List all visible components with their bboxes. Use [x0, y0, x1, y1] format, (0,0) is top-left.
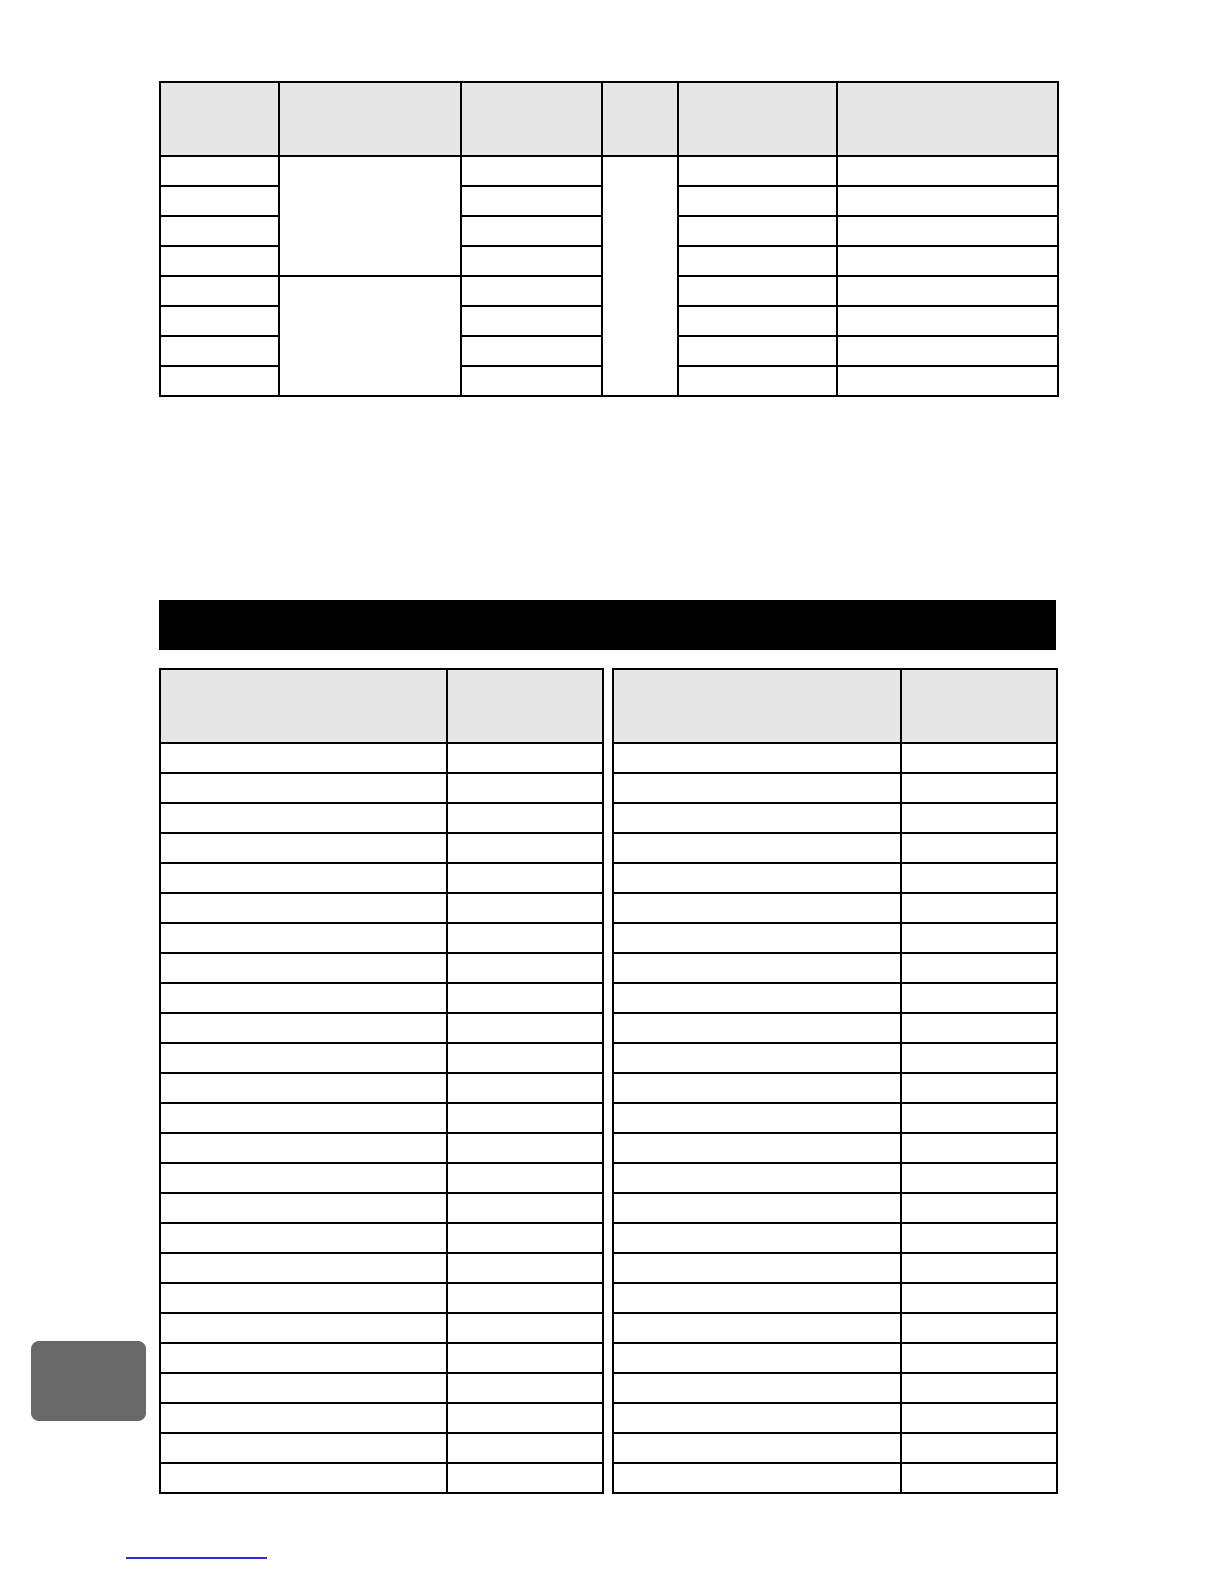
table-row: [160, 1433, 603, 1463]
table-cell: [901, 1253, 1057, 1283]
table-cell: [901, 1283, 1057, 1313]
table-cell: [901, 1373, 1057, 1403]
table-cell: [678, 216, 837, 246]
table-row: [160, 803, 603, 833]
table-header-row: [160, 82, 1058, 156]
table-cell: [461, 186, 602, 216]
table-cell: [837, 306, 1058, 336]
table-row: [160, 1223, 603, 1253]
table-row: [613, 743, 1057, 773]
table-row: [613, 1193, 1057, 1223]
table-cell: [461, 306, 602, 336]
table-row: [613, 1343, 1057, 1373]
table-cell: [160, 1103, 447, 1133]
table-row: [613, 1283, 1057, 1313]
table-cell: [160, 983, 447, 1013]
table-cell: [447, 1043, 603, 1073]
table-row: [160, 863, 603, 893]
table-cell: [613, 1373, 901, 1403]
table-cell: [613, 1043, 901, 1073]
table-cell: [613, 743, 901, 773]
table-cell: [613, 1343, 901, 1373]
table-row: [613, 893, 1057, 923]
table-cell: [160, 1013, 447, 1043]
table-cell: [613, 1253, 901, 1283]
table-row: [613, 1463, 1057, 1493]
table-row: [160, 1463, 603, 1493]
table-cell: [447, 953, 603, 983]
table-cell: [447, 1343, 603, 1373]
table-row: [613, 923, 1057, 953]
table-row: [160, 743, 603, 773]
table-cell: [901, 1013, 1057, 1043]
table-cell: [160, 336, 279, 366]
table-cell: [160, 773, 447, 803]
table-cell: [461, 156, 602, 186]
table-cell: [160, 1253, 447, 1283]
table-cell: [837, 276, 1058, 306]
table-row: [160, 1013, 603, 1043]
table-cell: [678, 246, 837, 276]
table-cell: [160, 186, 279, 216]
table-cell: [901, 923, 1057, 953]
table-header-row: [160, 669, 603, 743]
table-row: [613, 833, 1057, 863]
table-cell: [160, 216, 279, 246]
table-cell: [447, 1163, 603, 1193]
table-cell: [160, 1283, 447, 1313]
table-cell: [901, 1313, 1057, 1343]
table-cell: [901, 1433, 1057, 1463]
table-cell: [613, 863, 901, 893]
table-cell: [160, 863, 447, 893]
table-cell: [447, 1403, 603, 1433]
table-row: [160, 833, 603, 863]
table-cell: [160, 1193, 447, 1223]
table-cell: [837, 336, 1058, 366]
table-cell: [160, 1433, 447, 1463]
table-row: [613, 1043, 1057, 1073]
table-row: [613, 773, 1057, 803]
table-cell: [447, 923, 603, 953]
table-cell: [613, 1073, 901, 1103]
table-row: [160, 1043, 603, 1073]
table-row: [613, 953, 1057, 983]
merged-group-cell: [279, 156, 461, 276]
table-row: [160, 1313, 603, 1343]
header-cell: [613, 669, 901, 743]
table-cell: [613, 1193, 901, 1223]
table-cell: [613, 1313, 901, 1343]
table-cell: [447, 803, 603, 833]
table-row: [613, 1223, 1057, 1253]
table-cell: [613, 833, 901, 863]
table-cell: [160, 743, 447, 773]
table-row: [160, 1283, 603, 1313]
table-cell: [837, 186, 1058, 216]
table-row: [613, 1433, 1057, 1463]
table-cell: [447, 863, 603, 893]
table-cell: [160, 1463, 447, 1493]
table-cell: [901, 983, 1057, 1013]
table-cell: [613, 1103, 901, 1133]
table-row: [613, 1103, 1057, 1133]
table-cell: [678, 276, 837, 306]
table-cell: [447, 1193, 603, 1223]
table-cell: [901, 1043, 1057, 1073]
table-cell: [160, 893, 447, 923]
table-cell: [901, 1193, 1057, 1223]
table-cell: [160, 1043, 447, 1073]
chapter-tab: [31, 1341, 146, 1421]
table-cell: [447, 833, 603, 863]
table-cell: [901, 863, 1057, 893]
table-cell: [160, 1073, 447, 1103]
table-row: [160, 1073, 603, 1103]
table-cell: [160, 923, 447, 953]
merged-group-cell: [279, 276, 461, 396]
merged-column-cell: [602, 156, 678, 396]
table-cell: [160, 1403, 447, 1433]
table-cell: [160, 246, 279, 276]
table-cell: [901, 893, 1057, 923]
table-row: [160, 773, 603, 803]
table-cell: [160, 1343, 447, 1373]
table-cell: [447, 1133, 603, 1163]
table-cell: [160, 953, 447, 983]
table-cell: [678, 156, 837, 186]
header-cell: [678, 82, 837, 156]
header-cell: [160, 669, 447, 743]
header-cell: [160, 82, 279, 156]
table-cell: [837, 216, 1058, 246]
table-cell: [613, 803, 901, 833]
table-cell: [447, 1253, 603, 1283]
table-row: [613, 1013, 1057, 1043]
table-row: [160, 1373, 603, 1403]
table-cell: [613, 1463, 901, 1493]
table-cell: [461, 336, 602, 366]
table-cell: [160, 1373, 447, 1403]
table-cell: [901, 803, 1057, 833]
table-row: [160, 1163, 603, 1193]
table-row: [160, 1133, 603, 1163]
list-table-right: [612, 668, 1058, 1494]
table-cell: [901, 953, 1057, 983]
table-cell: [160, 1163, 447, 1193]
table-cell: [901, 833, 1057, 863]
table-cell: [901, 773, 1057, 803]
table-cell: [447, 1463, 603, 1493]
table-row: [613, 1133, 1057, 1163]
table-row: [613, 1073, 1057, 1103]
table-cell: [447, 773, 603, 803]
table-cell: [901, 1223, 1057, 1253]
table-cell: [837, 246, 1058, 276]
table-row: [160, 983, 603, 1013]
table-row: [613, 1313, 1057, 1343]
table-cell: [447, 1283, 603, 1313]
table-row: [160, 1193, 603, 1223]
header-cell: [279, 82, 461, 156]
table-row: [613, 1253, 1057, 1283]
table-cell: [160, 1313, 447, 1343]
table-cell: [447, 1073, 603, 1103]
table-cell: [461, 216, 602, 246]
table-cell: [447, 1103, 603, 1133]
header-cell: [602, 82, 678, 156]
table-cell: [678, 336, 837, 366]
table-cell: [613, 923, 901, 953]
table-cell: [678, 306, 837, 336]
table-row: [160, 156, 1058, 186]
table-cell: [613, 1013, 901, 1043]
table-cell: [461, 246, 602, 276]
spec-table: [159, 81, 1059, 397]
table-row: [160, 1403, 603, 1433]
table-row: [613, 1163, 1057, 1193]
section-title-bar: [159, 600, 1056, 650]
table-row: [613, 803, 1057, 833]
table-cell: [837, 156, 1058, 186]
table-cell: [837, 366, 1058, 396]
table-cell: [678, 366, 837, 396]
table-cell: [613, 1283, 901, 1313]
header-cell: [461, 82, 602, 156]
table-cell: [160, 306, 279, 336]
table-row: [160, 1103, 603, 1133]
table-cell: [447, 1433, 603, 1463]
table-row: [160, 893, 603, 923]
table-cell: [447, 893, 603, 923]
table-cell: [613, 983, 901, 1013]
table-cell: [447, 983, 603, 1013]
table-cell: [461, 366, 602, 396]
table-cell: [447, 1223, 603, 1253]
table-cell: [461, 276, 602, 306]
table-cell: [613, 893, 901, 923]
table-cell: [613, 1403, 901, 1433]
table-cell: [901, 1403, 1057, 1433]
table-row: [160, 1343, 603, 1373]
table-header-row: [613, 669, 1057, 743]
table-cell: [678, 186, 837, 216]
table-row: [160, 1253, 603, 1283]
table-cell: [160, 1133, 447, 1163]
table-row: [613, 1373, 1057, 1403]
table-cell: [447, 1373, 603, 1403]
table-row: [613, 863, 1057, 893]
list-table-left: [159, 668, 604, 1494]
table-row: [160, 953, 603, 983]
table-cell: [901, 1103, 1057, 1133]
table-cell: [447, 743, 603, 773]
table-row: [613, 983, 1057, 1013]
table-row: [160, 923, 603, 953]
table-cell: [613, 953, 901, 983]
table-cell: [901, 743, 1057, 773]
header-cell: [447, 669, 603, 743]
table-cell: [613, 1133, 901, 1163]
table-cell: [160, 833, 447, 863]
table-cell: [613, 1433, 901, 1463]
table-cell: [613, 773, 901, 803]
table-cell: [160, 803, 447, 833]
table-cell: [160, 156, 279, 186]
table-cell: [901, 1073, 1057, 1103]
table-cell: [901, 1343, 1057, 1373]
table-cell: [447, 1013, 603, 1043]
table-cell: [901, 1163, 1057, 1193]
table-cell: [901, 1133, 1057, 1163]
table-cell: [160, 366, 279, 396]
table-cell: [613, 1163, 901, 1193]
table-row: [613, 1403, 1057, 1433]
header-cell: [837, 82, 1058, 156]
table-cell: [613, 1223, 901, 1253]
table-cell: [901, 1463, 1057, 1493]
table-cell: [447, 1313, 603, 1343]
footer-link[interactable]: [126, 1557, 267, 1559]
table-cell: [160, 276, 279, 306]
table-cell: [160, 1223, 447, 1253]
header-cell: [901, 669, 1057, 743]
